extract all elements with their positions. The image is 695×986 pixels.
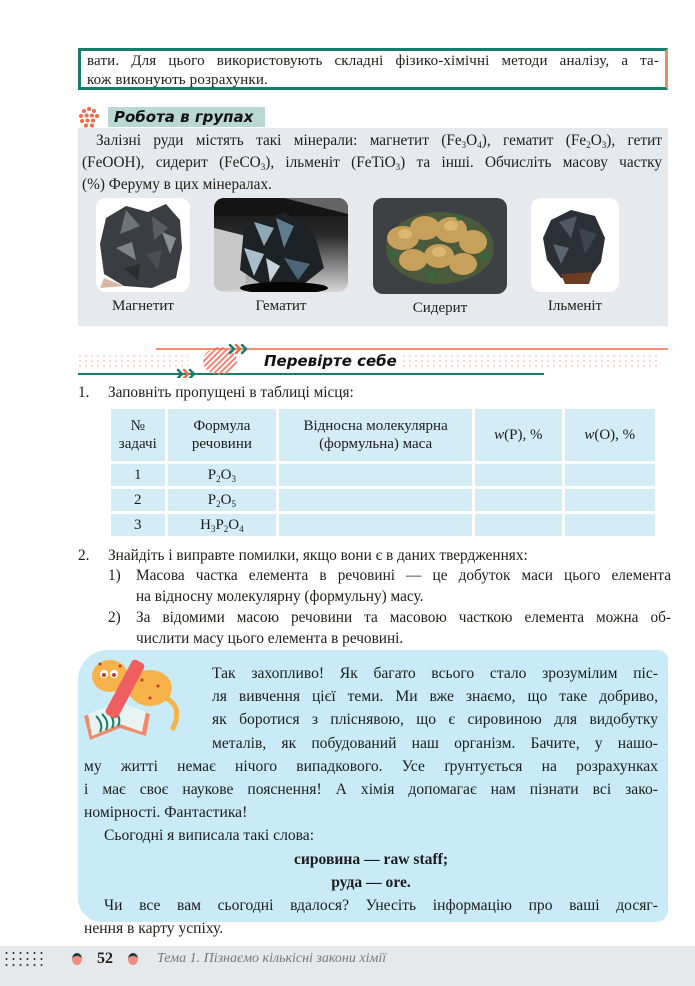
footer-bullet-icon [128,953,138,965]
cell-wp-empty[interactable] [475,514,561,536]
statement-line: Масова частка елемента в речовині — це добуток маси цього елемента [136,567,671,584]
note-line: Так захопливо! Як багато всього стало зрозумілим піс- [212,665,658,682]
note-line: Сьогодні я виписала такі слова: [104,827,315,845]
note-line: як боротися з пліснявою, що є сировиною для видобутку [212,711,658,729]
cell-wp-empty[interactable] [475,464,561,486]
statement-number: 1) [108,567,121,584]
mineral-caption: Ільменіт [547,298,603,314]
statement-line: За відомими масою речовини та масовою часткою елемента можна об- [136,609,671,626]
page-number: 52 [97,950,113,967]
group-work-section [78,128,668,326]
note-line: металів, як побудований наш організм. Бачите, у нашо- [212,734,658,752]
mascot-note-text [84,662,658,940]
statement-line: числити масу цього елемента в речовині. [136,629,404,647]
footer-bullet-icon [72,953,82,965]
header-molar-mass: Відносна молекулярна (формульна) маса [279,409,472,461]
mineral-siderite [373,198,507,317]
question-number: 2. [78,547,90,564]
note-line: му житті немає нічого випадкового. Усе ґрунтується на розрахунках [84,757,658,775]
cell-formula: $P_2O_3$ [168,464,277,486]
vocab-word-2: руда — ore. [331,873,411,891]
intro-line-1: вати. Для цього використовують складні фізико-хімічні методи аналізу, а та- [87,53,659,69]
mineral-magnetite [96,198,190,315]
cell-number: 3 [111,514,165,536]
note-line: Чи все вам сьогодні вдалося? Унесіть інформацію про ваші досяг- [104,897,658,915]
ilmenite-photo [531,198,619,292]
mineral-caption: Магнетит [112,298,174,314]
group-work-header [78,106,265,128]
header-w-o: w(O), % [565,409,655,461]
magnetite-photo [96,198,190,292]
group-work-title: Робота в групах [108,107,265,127]
mineral-ilmenite [531,198,619,315]
mineral-hematite [214,198,348,315]
cell-mass-empty[interactable] [279,514,472,536]
note-line: номірності. Фантастика! [84,804,248,822]
cell-formula: $P_2O_5$ [168,489,277,511]
vocab-word-1: сировина — raw staff; [293,850,449,868]
cell-formula: $H_3P_2O_4$ [168,514,277,536]
cell-wo-empty[interactable] [565,464,655,486]
footer-dots-decoration [3,950,45,968]
cell-number: 2 [111,489,165,511]
cell-number: 1 [111,464,165,486]
footer-topic: Тема 1. Пізнаємо кількісні закони хімії [157,951,387,966]
intro-text-box [78,48,668,90]
note-line: ля вивчення цієї теми. Ми вже знаємо, що таке добриво, [212,688,658,706]
cell-mass-empty[interactable] [279,464,472,486]
question-text: Заповніть пропущені в таблиці місця: [108,384,354,401]
intro-line-2: кож виконують розрахунки. [87,72,268,88]
check-yourself-header [78,344,668,378]
siderite-photo [373,198,507,294]
check-yourself-title: Перевірте себе [258,352,403,370]
question-text: Знайдіть і виправте помилки, якщо вони є в даних твердженнях: [108,547,528,564]
cell-wo-empty[interactable] [565,514,655,536]
header-w-p: w(P), % [475,409,561,461]
note-line: і має своє наукове пояснення! А хімія допомагає нам пізнати всі зако- [84,781,658,799]
question-number: 1. [78,384,90,401]
cell-wp-empty[interactable] [475,489,561,511]
mineral-caption: Сидерит [412,300,468,316]
statement-line: на відносну молекулярну (формульну) масу. [136,587,424,605]
hematite-photo [214,198,348,292]
group-dots-icon [78,106,100,128]
header-formula: Формула речовини [168,409,277,461]
statement-number: 2) [108,609,121,626]
table-header-row [111,409,655,461]
page-footer [0,946,695,986]
header-task-number: № задачі [111,409,165,461]
note-line: нення в карту успіху. [84,920,224,938]
table-row [111,489,655,511]
cell-mass-empty[interactable] [279,489,472,511]
mineral-caption: Гематит [255,298,307,314]
table-row [111,514,655,536]
group-work-task: Залізні руди містять такі мінерали: магнетит $(Fe_3O_4)$, гематит $(Fe_2O_3)$, гетит (FeOOH), сидерит (FeCO$_3$), ільменіт (FeTiO$_3$) та інші. Обчисліть масову частку (%) Феруму в цих мінералах. [82,132,662,193]
fill-in-table [108,406,658,539]
table-row [111,464,655,486]
cell-wo-empty[interactable] [565,489,655,511]
